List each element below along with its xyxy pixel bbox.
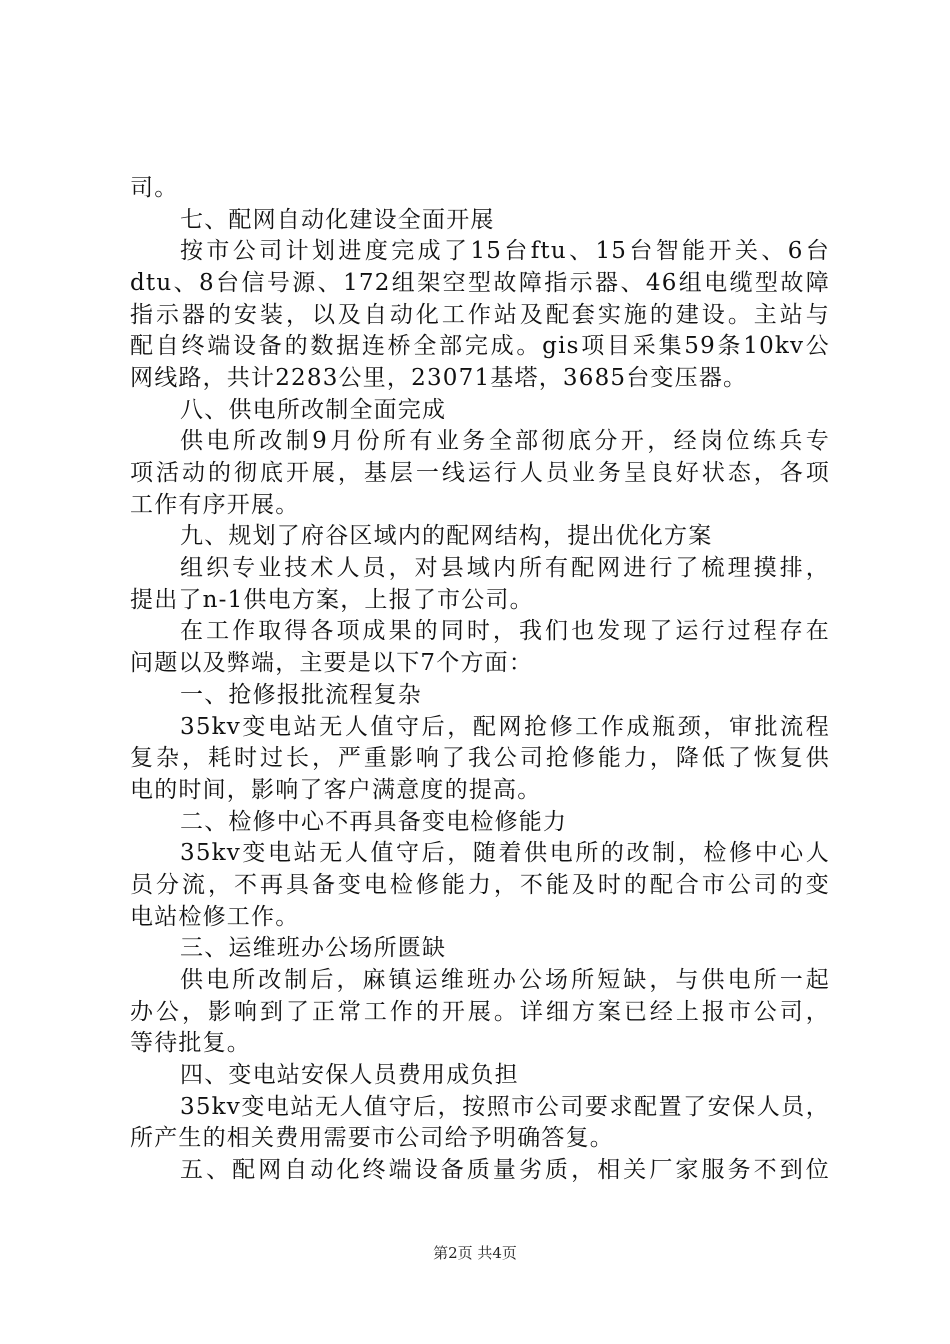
- page-number-footer: 第2页 共4页: [433, 1244, 517, 1262]
- text-line: 指示器的安装，以及自动化工作站及配套实施的建设。主站与: [130, 302, 830, 328]
- text-line: 项活动的彻底开展，基层一线运行人员业务呈良好状态，各项: [130, 460, 830, 486]
- text-line: 员分流，不再具备变电检修能力，不能及时的配合市公司的变: [130, 872, 830, 898]
- text-line: dtu、8台信号源、172组架空型故障指示器、46组电缆型故障: [130, 270, 830, 296]
- text-line: 按市公司计划进度完成了15台ftu、15台智能开关、6台: [180, 238, 830, 264]
- section-heading: 八、供电所改制全面完成: [180, 397, 447, 423]
- text-line: 司。: [130, 175, 179, 201]
- text-line: 供电所改制后，麻镇运维班办公场所短缺，与供电所一起: [180, 967, 830, 993]
- text-line: 工作有序开展。: [130, 492, 300, 518]
- text-line: 35kv变电站无人值守后，配网抢修工作成瓶颈，审批流程: [180, 714, 830, 740]
- section-heading: 七、配网自动化建设全面开展: [180, 207, 495, 233]
- text-line: 提出了n-1供电方案，上报了市公司。: [130, 587, 534, 613]
- text-line: 电的时间，影响了客户满意度的提高。: [130, 777, 542, 803]
- text-line: 35kv变电站无人值守后，按照市公司要求配置了安保人员，: [180, 1094, 830, 1120]
- text-line: 配自终端设备的数据连桥全部完成。gis项目采集59条10kv公: [130, 333, 830, 359]
- text-line: 在工作取得各项成果的同时，我们也发现了运行过程存在: [180, 618, 830, 644]
- text-line: 问题以及弊端，主要是以下7个方面：: [130, 650, 534, 676]
- section-heading: 四、变电站安保人员费用成负担: [180, 1062, 519, 1088]
- text-line: 办公，影响到了正常工作的开展。详细方案已经上报市公司，: [130, 999, 830, 1025]
- text-line: 供电所改制9月份所有业务全部彻底分开，经岗位练兵专: [180, 428, 830, 454]
- text-line: 网线路，共计2283公里，23071基塔，3685台变压器。: [130, 365, 748, 391]
- text-line: 组织专业技术人员，对县域内所有配网进行了梳理摸排，: [180, 555, 830, 581]
- section-heading: 二、检修中心不再具备变电检修能力: [180, 809, 568, 835]
- text-line: 复杂，耗时过长，严重影响了我公司抢修能力，降低了恢复供: [130, 745, 830, 771]
- text-line: 等待批复。: [130, 1030, 251, 1056]
- section-heading: 三、运维班办公场所匮缺: [180, 935, 447, 961]
- section-heading: 九、规划了府谷区域内的配网结构，提出优化方案: [180, 523, 713, 549]
- text-line: 所产生的相关费用需要市公司给予明确答复。: [130, 1125, 614, 1151]
- text-line: 电站检修工作。: [130, 904, 300, 930]
- section-heading: 五、配网自动化终端设备质量劣质，相关厂家服务不到位: [180, 1157, 830, 1183]
- section-heading: 一、抢修报批流程复杂: [180, 682, 422, 708]
- text-line: 35kv变电站无人值守后，随着供电所的改制，检修中心人: [180, 840, 830, 866]
